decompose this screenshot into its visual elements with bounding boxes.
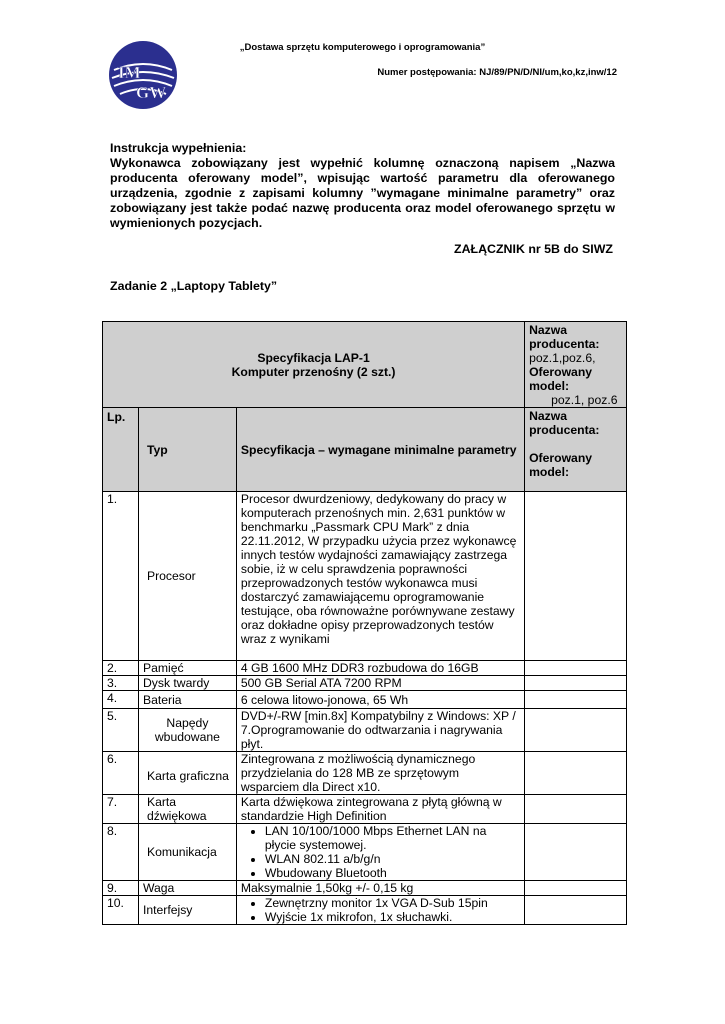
header-line: model:: [529, 379, 570, 393]
logo-text-bottom: GW: [136, 83, 167, 102]
row-offer-cell[interactable]: [525, 896, 627, 925]
header-line: producenta:: [529, 337, 600, 351]
table-row: [103, 709, 627, 752]
spec-subtitle: Komputer przenośny (2 szt.): [231, 364, 396, 379]
case-number: Numer postępowania: NJ/89/PN/D/NI/um,ko,kz,inw/12: [377, 67, 617, 78]
row-typ: Dysk twardy: [138, 676, 236, 691]
row-spec: 4 GB 1600 MHz DDR3 rozbudowa do 16GB: [236, 661, 524, 676]
row-offer-cell[interactable]: [525, 752, 627, 795]
header-line: poz.1, poz.6: [551, 393, 618, 407]
row-lp: 7.: [103, 795, 139, 824]
bullet-item: • WLAN 802.11 a/b/g/n: [265, 852, 520, 866]
header-line: Nazwa: [529, 323, 568, 337]
producer-model-header: [525, 322, 627, 408]
table-row: [103, 824, 627, 881]
table-row: [103, 492, 627, 661]
document-title: „Dostawa sprzętu komputerowego i oprogramowania”: [239, 42, 486, 53]
row-lp: 2.: [103, 661, 139, 676]
spec-title-cell: [103, 322, 525, 408]
col-typ-header: Typ: [138, 408, 236, 492]
attachment-label: ZAŁĄCZNIK nr 5B do SIWZ: [454, 242, 613, 256]
col-spec-header: Specyfikacja – wymagane minimalne parametry: [236, 408, 524, 492]
row-offer-cell[interactable]: [525, 691, 627, 709]
table-row: [103, 752, 627, 795]
bullet-item: • Wyjście 1x mikrofon, 1x słuchawki.: [265, 910, 520, 924]
col-model-header: Oferowany model:: [529, 451, 593, 479]
row-spec: [236, 896, 524, 925]
row-typ: Karta graficzna: [138, 752, 236, 795]
table-row: [103, 881, 627, 896]
row-typ: Procesor: [138, 492, 236, 661]
table-row: [103, 676, 627, 691]
row-spec: Karta dźwiękowa zintegrowana z płytą główną w standardzie High Definition: [236, 795, 524, 824]
row-typ: Waga: [138, 881, 236, 896]
row-lp: 5.: [103, 709, 139, 752]
row-spec: Maksymalnie 1,50kg +/- 0,15 kg: [236, 881, 524, 896]
row-offer-cell[interactable]: [525, 795, 627, 824]
row-offer-cell[interactable]: [525, 824, 627, 881]
task-title: Zadanie 2 „Laptopy Tablety”: [110, 279, 278, 293]
bullet-continuation: płycie systemowej.: [264, 838, 367, 852]
row-typ: Karta dźwiękowa: [138, 795, 236, 824]
instructions: [110, 141, 615, 231]
row-spec: Zintegrowana z możliwością dynamicznego przydzielania do 128 MB ze sprzętowym wsparciem dla Direct x10.: [236, 752, 524, 795]
specification-table: [102, 321, 627, 925]
table-title-row: [103, 322, 627, 408]
row-lp: 4.: [103, 691, 139, 709]
row-spec: 500 GB Serial ATA 7200 RPM: [236, 676, 524, 691]
row-offer-cell[interactable]: [525, 492, 627, 661]
table-row: [103, 896, 627, 925]
row-typ: Pamięć: [138, 661, 236, 676]
instructions-body: Wykonawca zobowiązany jest wypełnić kolumnę oznaczoną napisem „Nazwa producenta oferowany model”, wpisując wartość parametru dla oferowanego urządzenia, zgodnie z zapisami kolumny ”wymagane minimalne parametry” oraz zobowiązany jest także podać nazwę producenta oraz model oferowanego sprzętu w wymienionych pozycjach.: [110, 156, 615, 230]
row-spec: [236, 824, 524, 881]
table-row: [103, 691, 627, 709]
col-lp-header: Lp.: [103, 408, 139, 492]
bullet-item: • Zewnętrzny monitor 1x VGA D-Sub 15pin: [265, 896, 520, 910]
row-lp: 6.: [103, 752, 139, 795]
row-typ: Napędy wbudowane: [138, 709, 236, 752]
bullet-item: • Wbudowany Bluetooth: [265, 866, 520, 880]
header-line: poz.1,poz.6,: [529, 351, 596, 365]
table-row: [103, 795, 627, 824]
row-typ: Komunikacja: [138, 824, 236, 881]
row-typ: Bateria: [138, 691, 236, 709]
logo-text-top: IM: [118, 63, 141, 82]
row-offer-cell[interactable]: [525, 709, 627, 752]
col-producer-model-header: [525, 408, 627, 492]
row-offer-cell[interactable]: [525, 676, 627, 691]
col-producer-header: Nazwa producenta:: [529, 409, 600, 437]
row-typ: Interfejsy: [138, 896, 236, 925]
table-header-row: [103, 408, 627, 492]
row-offer-cell[interactable]: [525, 881, 627, 896]
table-row: [103, 661, 627, 676]
row-lp: 8.: [103, 824, 139, 881]
instructions-title: Instrukcja wypełnienia:: [110, 141, 247, 155]
spec-title: Specyfikacja LAP-1: [257, 350, 370, 365]
row-spec: DVD+/-RW [min.8x] Kompatybilny z Windows: XP / 7.Oprogramowanie do odtwarzania i nagrywania płyt.: [236, 709, 524, 752]
row-lp: 10.: [103, 896, 139, 925]
row-lp: 9.: [103, 881, 139, 896]
row-lp: 3.: [103, 676, 139, 691]
bullet-item: • LAN 10/100/1000 Mbps Ethernet LAN na płycie systemowej.: [265, 824, 520, 852]
row-lp: 1.: [103, 492, 139, 661]
row-offer-cell[interactable]: [525, 661, 627, 676]
row-spec: Procesor dwurdzeniowy, dedykowany do pracy w komputerach przenośnych min. 2,631 punktów w benchmarku „Passmark CPU Mark” z dnia 22.11.2012, W przypadku użycia przez wykonawcę innych testów wydajności zamawiający zastrzega sobie, iż w celu sprawdzenia poprawności przeprowadzonych testów wykonawca musi dostarczyć zamawiającemu oprogramowanie testujące, oba równoważne porównywane zestawy oraz dokładne opisy przeprowadzonych testów wraz z wynikami: [236, 492, 524, 661]
row-spec: 6 celowa litowo-jonowa, 65 Wh: [236, 691, 524, 709]
header-line: Oferowany: [529, 365, 593, 379]
